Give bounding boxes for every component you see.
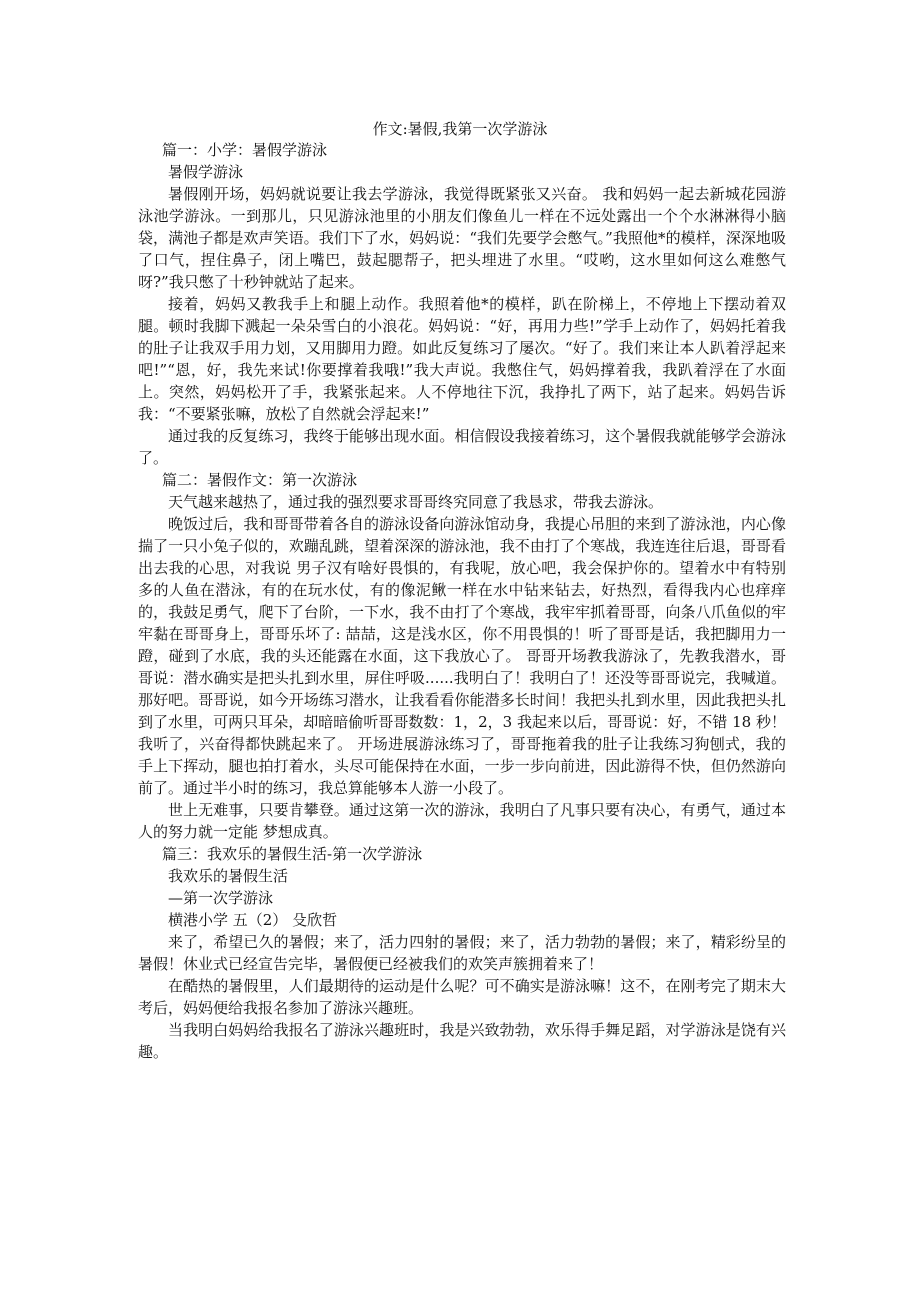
- paragraph-14: 来了，希望已久的暑假；来了，活力四射的暑假；来了，活力勃勃的暑假；来了，精彩纷呈的暑假！休业式已经宣告完毕，暑假便已经被我们的欢笑声簇拥着来了！: [138, 933, 786, 973]
- section-heading-10: 篇三：我欢乐的暑假生活-第一次学游泳: [162, 845, 423, 863]
- section-heading-1: 篇一：小学：暑假学游泳: [162, 141, 328, 159]
- subheading-13: 横港小学 五（2） 殳欣哲: [168, 911, 338, 929]
- section-heading-6: 篇二：暑假作文：第一次游泳: [162, 471, 358, 489]
- paragraph-15: 在酷热的暑假里，人们最期待的运动是什么呢？可不确实是游泳嘛！这不，在刚考完了期末大考后，妈妈便给我报名参加了游泳兴趣班。: [138, 977, 786, 1017]
- paragraph-9: 世上无难事，只要肯攀登。通过这第一次的游泳，我明白了凡事只要有决心，有勇气，通过本人的努力就一定能 梦想成真。: [138, 801, 786, 841]
- paragraph-7: 天气越来越热了，通过我的强烈要求哥哥终究同意了我恳求，带我去游泳。: [168, 493, 664, 511]
- paragraph-5: 通过我的反复练习，我终于能够出现水面。相信假设我接着练习，这个暑假我就能够学会游泳了。: [138, 427, 786, 467]
- paragraph-16: 当我明白妈妈给我报名了游泳兴趣班时，我是兴致勃勃，欢乐得手舞足蹈，对学游泳是饶有兴趣。: [138, 1021, 786, 1061]
- paragraph-4: 接着，妈妈又教我手上和腿上动作。我照着他*的模样，趴在阶梯上，不停地上下摆动着双腿。顿时我脚下溅起一朵朵雪白的小浪花。妈妈说：“好，再用力些!”学手上动作了，妈妈托着我的肚子让我双手用力划，又用脚用力蹬。如此反复练习了屡次。“好了。我们来让本人趴着浮起来吧!”“恩，好，我先来试!你要撑着我哦!”我大声说。我憋住气，妈妈撑着我，我趴着浮在了水面上。突然，妈妈松开了手，我紧张起来。人不停地往下沉，我挣扎了两下，站了起来。妈妈告诉我：“不要紧张嘛，放松了自然就会浮起来!”: [138, 295, 786, 423]
- subheading-2: 暑假学游泳: [168, 163, 244, 181]
- subheading-11: 我欢乐的暑假生活: [168, 867, 289, 885]
- document-body: [138, 139, 786, 1063]
- paragraph-8: 晚饭过后，我和哥哥带着各自的游泳设备向游泳馆动身，我提心吊胆的来到了游泳池，内心像揣了一只小兔子似的，欢蹦乱跳，望着深深的游泳池，我不由打了个寒战，我连连往后退，哥哥看出去我的心思，对我说 男子汉有啥好畏惧的，有我呢，放心吧，我会保护你的。望着水中有特别多的人鱼在潜泳，有的在玩水仗，有的像泥鳅一样在水中钻来钻去，好热烈，看得我内心也痒痒的，我鼓足勇气，爬下了台阶，一下水，我不由打了个寒战，我牢牢抓着哥哥，向条八爪鱼似的牢牢黏在哥哥身上，哥哥乐坏了: 喆喆，这是浅水区，你不用畏惧的！听了哥哥是话，我把脚用力一蹬，碰到了水底，我的头还能露在水面，这下我放心了。 哥哥开场教我游泳了，先教我潜水，哥哥说：潜水确实是把头扎到水里，屏住呼吸......我明白了！我明白了！还没等哥哥说完，我喊道。 那好吧。哥哥说，如今开场练习潜水，让我看看你能潜多长时间！我把头扎到水里，因此我把头扎到了水里，可两只耳朵，却暗暗偷听哥哥数数：1，2，3 我起来以后，哥哥说：好，不错 18 秒！我听了，兴奋得都快跳起来了。 开场进展游泳练习了，哥哥拖着我的肚子让我练习狗刨式，我的手上下挥动，腿也拍打着水，头尽可能保持在水面，一步一步向前进，因此游得不快，但仍然游向前了。通过半小时的练习，我总算能够本人游一小段了。: [138, 515, 786, 797]
- subheading-12: —第一次学游泳: [168, 889, 274, 907]
- document-title: 作文:暑假,我第一次学游泳: [372, 120, 548, 138]
- paragraph-3: 暑假刚开场，妈妈就说要让我去学游泳，我觉得既紧张又兴奋。 我和妈妈一起去新城花园游泳池学游泳。一到那儿，只见游泳池里的小朋友们像鱼儿一样在不远处露出一个个水淋淋得小脑袋，满池子都是欢声笑语。我们下了水，妈妈说：“我们先要学会憋气。”我照他*的模样，深深地吸了口气，捏住鼻子，闭上嘴巴，鼓起腮帮子，把头埋进了水里。“哎哟，这水里如何这么难憋气呀?”我只憋了十秒钟就站了起来。: [138, 185, 786, 291]
